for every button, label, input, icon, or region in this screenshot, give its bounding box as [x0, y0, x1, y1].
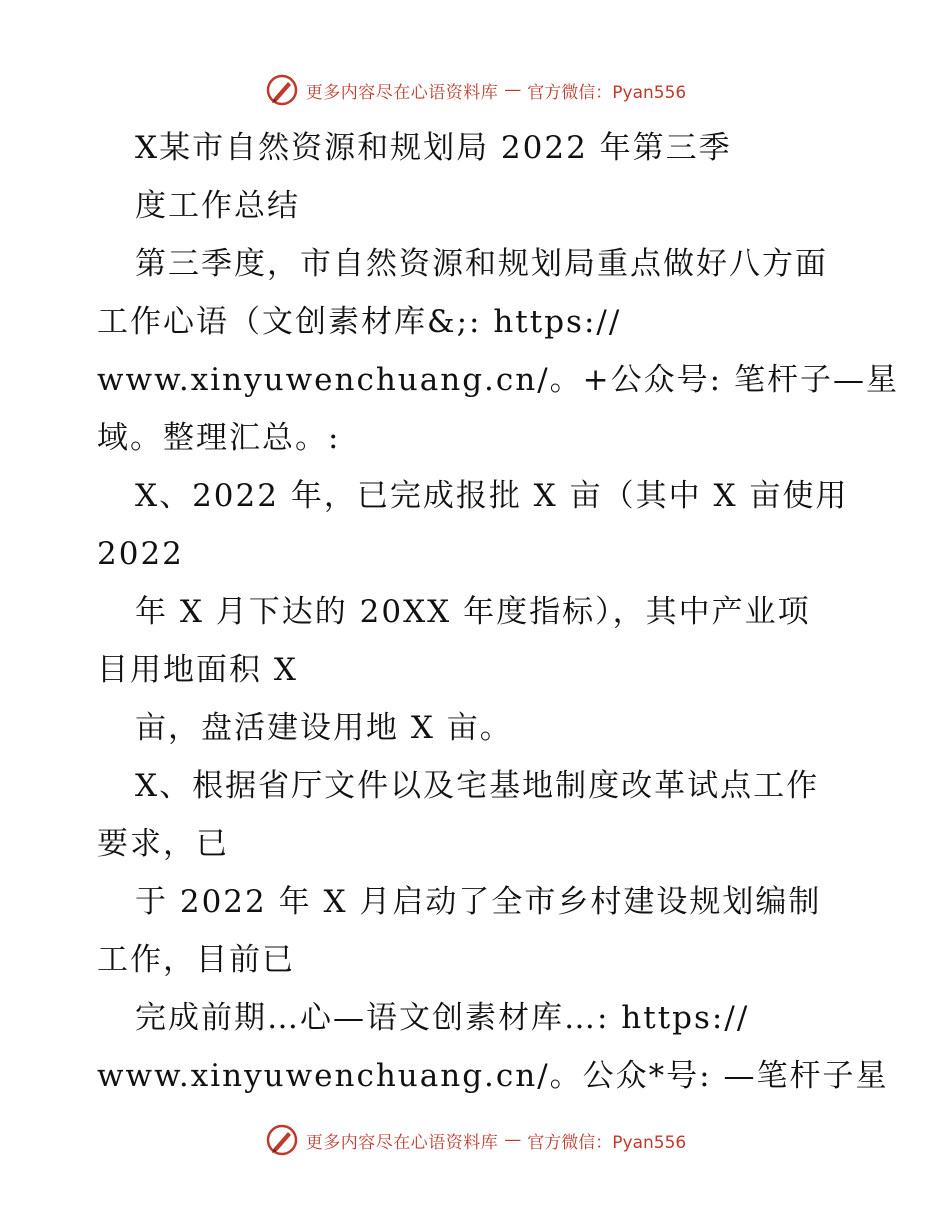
paragraph-line: 亩，盘活建设用地 X 亩。 [135, 710, 513, 746]
banner-contact-text: 官方微信：Pyan556 [527, 82, 687, 103]
banner-brand-text: 更多内容尽在心语资料库 [305, 82, 499, 103]
pen-logo-icon [264, 72, 300, 108]
banner-separator: — [504, 80, 522, 100]
pen-logo-icon [264, 1122, 300, 1158]
document-title-line-1: X某市自然资源和规划局 2022 年第三季 [135, 130, 732, 166]
banner-separator: — [504, 1130, 522, 1150]
banner-contact-text: 官方微信：Pyan556 [527, 1132, 687, 1153]
document-title-line-2: 度工作总结 [135, 188, 300, 224]
paragraph-line: 于 2022 年 X 月启动了全市乡村建设规划编制 [135, 884, 822, 920]
paragraph-line: 完成前期…心—语文创素材库…: https:// [135, 1000, 750, 1036]
paragraph-line: 工作，目前已 [97, 942, 295, 978]
paragraph-line: www.xinyuwenchuang.cn/。公众*号: —笔杆子星 [97, 1058, 889, 1094]
paragraph-line: 第三季度，市自然资源和规划局重点做好八方面 [135, 246, 828, 282]
paragraph-line: 要求，已 [97, 826, 229, 862]
paragraph-line: 2022 [97, 536, 184, 572]
paragraph-line: X、2022 年，已完成报批 X 亩（其中 X 亩使用 [135, 478, 849, 514]
paragraph-line: 年 X 月下达的 20XX 年度指标），其中产业项 [135, 594, 811, 630]
paragraph-line: 工作心语（文创素材库&;: https:// [97, 304, 622, 340]
paragraph-line: 目用地面积 X [97, 652, 298, 688]
paragraph-line: www.xinyuwenchuang.cn/。+公众号: 笔杆子—星 [97, 362, 899, 398]
paragraph-line: 域。整理汇总。: [97, 420, 341, 456]
header-banner [0, 70, 950, 110]
paragraph-line: X、根据省厅文件以及宅基地制度改革试点工作 [135, 768, 820, 804]
banner-brand-text: 更多内容尽在心语资料库 [305, 1132, 499, 1153]
footer-banner [0, 1120, 950, 1160]
